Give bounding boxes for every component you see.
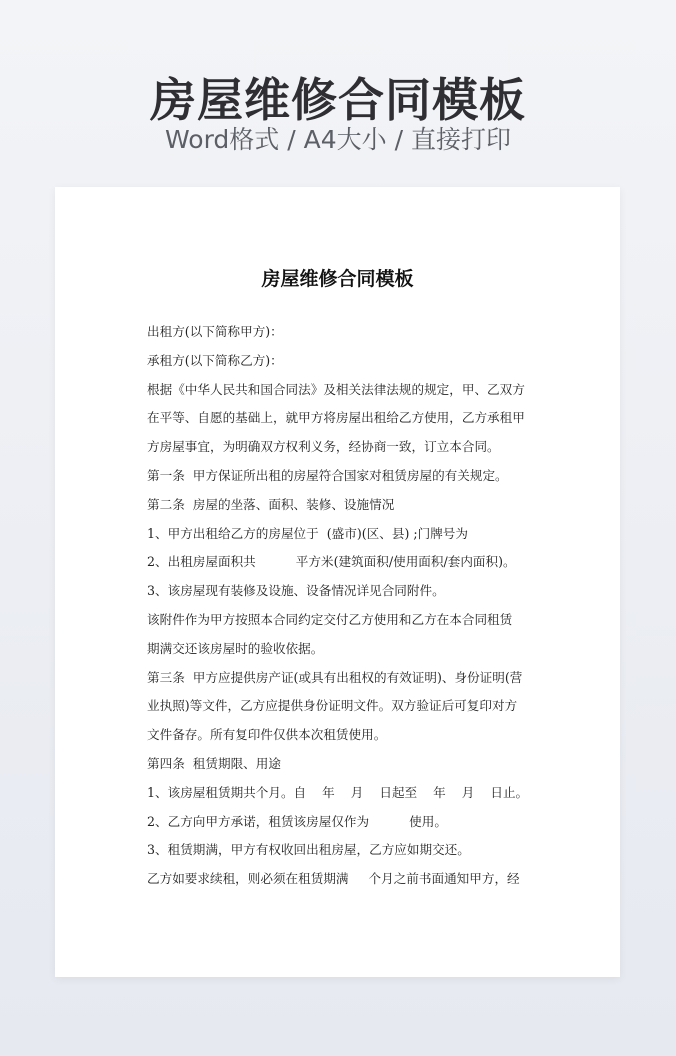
document-line: 2、乙方向甲方承诺，租赁该房屋仅作为 使用。 [147, 813, 447, 829]
document-body [147, 323, 547, 899]
document-line: 方房屋事宜，为明确双方权利义务，经协商一致，订立本合同。 [147, 439, 500, 455]
document-title: 房屋维修合同模板 [261, 268, 414, 290]
document-line: 第三条 甲方应提供房产证(或具有出租权的有效证明)、身份证明(营 [147, 669, 523, 685]
page-title: 房屋维修合同模板 [150, 73, 526, 127]
document-line: 3、租赁期满，甲方有权收回出租房屋，乙方应如期交还。 [147, 842, 470, 858]
document-line: 该附件作为甲方按照本合同约定交付乙方使用和乙方在本合同租赁 [147, 611, 513, 627]
page-subtitle: Word格式 / A4大小 / 直接打印 [165, 125, 511, 154]
document-line: 1、该房屋租赁期共个月。自 年 月 日起至 年 月 日止。 [147, 784, 529, 800]
document-line: 在平等、自愿的基础上，就甲方将房屋出租给乙方使用，乙方承租甲 [147, 410, 525, 426]
document-line: 第二条 房屋的坐落、面积、装修、设施情况 [147, 496, 395, 512]
document-line: 承租方(以下简称乙方)： [147, 352, 283, 368]
document-line: 2、出租房屋面积共 平方米(建筑面积/使用面积/套内面积)。 [147, 554, 516, 570]
document-line: 出租方(以下简称甲方)： [147, 324, 283, 339]
document-line: 第四条 租赁期限、用途 [147, 755, 281, 771]
document-line: 乙方如要求续租，则必须在租赁期满 个月之前书面通知甲方，经 [147, 871, 520, 887]
document-line: 3、该房屋现有装修及设施、设备情况详见合同附件。 [147, 583, 445, 599]
document-line: 文件备存。所有复印件仅供本次租赁使用。 [147, 727, 387, 743]
document-page [55, 187, 620, 977]
document-line: 业执照)等文件，乙方应提供身份证明文件。双方验证后可复印对方 [147, 698, 518, 714]
document-line: 根据《中华人民共和国合同法》及相关法律法规的规定，甲、乙双方 [147, 381, 525, 397]
document-line: 1、甲方出租给乙方的房屋位于 (盛市)(区、县) ;门牌号为 [147, 525, 468, 541]
document-line: 期满交还该房屋时的验收依据。 [147, 640, 324, 656]
document-line: 第一条 甲方保证所出租的房屋符合国家对租赁房屋的有关规定。 [147, 467, 508, 483]
